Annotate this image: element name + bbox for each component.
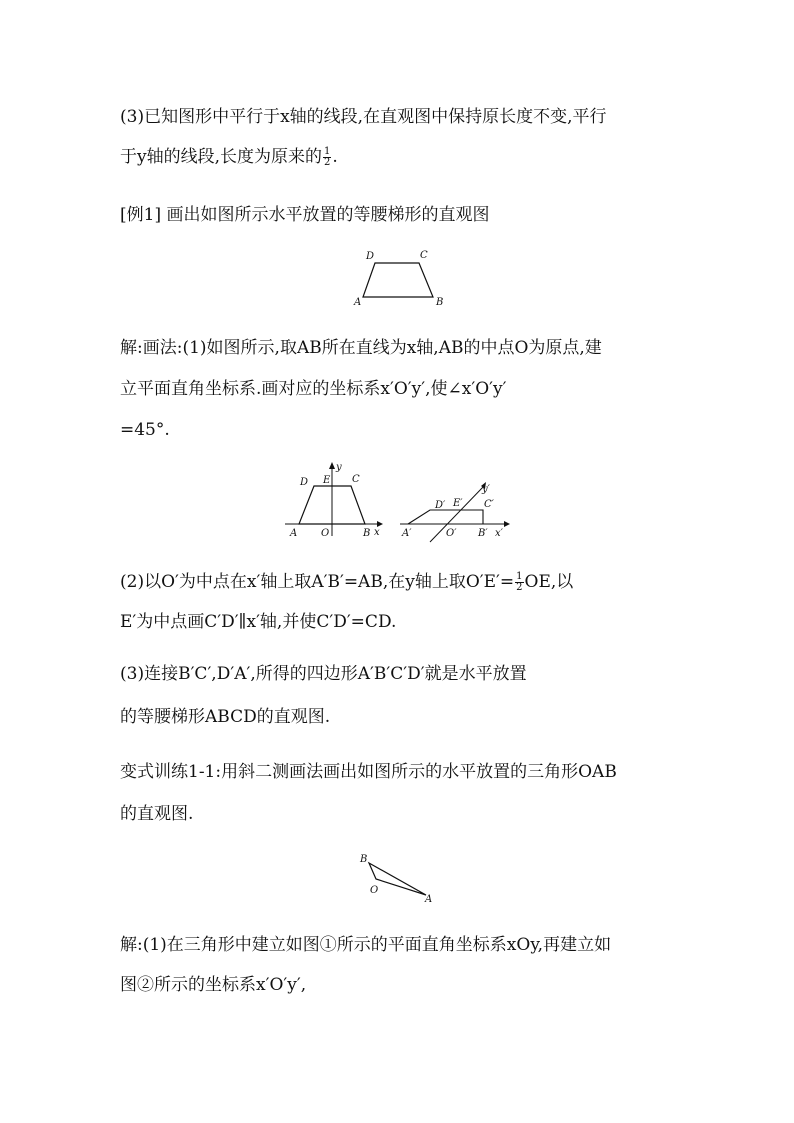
label-B-prime: B′ xyxy=(478,528,488,539)
fraction-one-half: $\frac{1}{2}$ xyxy=(324,146,331,168)
label-x-prime: x′ xyxy=(495,528,503,539)
solution-1-line-3: =45°. xyxy=(120,420,170,440)
label-C: C xyxy=(352,474,360,485)
para-3-line-1: (3)已知图形中平行于x轴的线段,在直观图中保持原长度不变,平行 xyxy=(120,107,607,127)
step-3-line-2: 的等腰梯形ABCD的直观图. xyxy=(120,707,331,727)
label-E-prime: E′ xyxy=(453,498,463,509)
solution-1-line-1: 解:画法:(1)如图所示,取AB所在直线为x轴,AB的中点O为原点,建 xyxy=(120,338,602,358)
label-A-prime: A′ xyxy=(402,528,412,539)
label-x: x xyxy=(374,527,380,538)
label-D: D xyxy=(366,251,375,262)
solution-2-line-1: 解:(1)在三角形中建立如图①所示的平面直角坐标系xOy,再建立如 xyxy=(120,935,612,955)
label-E: E xyxy=(323,475,331,486)
label-O: O xyxy=(370,885,379,896)
solution-1-line-2: 立平面直角坐标系.画对应的坐标系x′O′y′,使∠x′O′y′ xyxy=(120,379,507,399)
label-B: B xyxy=(360,854,368,865)
example-1-title: [例1] 画出如图所示水平放置的等腰梯形的直观图 xyxy=(120,205,490,225)
label-B: B xyxy=(436,297,444,308)
variant-line-1: 变式训练1-1:用斜二测画法画出如图所示的水平放置的三角形OAB xyxy=(120,762,617,782)
label-A: A xyxy=(425,894,433,905)
label-y-prime: y′ xyxy=(482,484,490,495)
label-B: B xyxy=(363,528,371,539)
label-O: O xyxy=(321,528,330,539)
trapezoid-figure xyxy=(350,245,450,315)
label-D-prime: D′ xyxy=(435,500,446,511)
label-D: D xyxy=(300,477,309,488)
label-y: y xyxy=(336,462,342,473)
label-C: C xyxy=(420,250,428,261)
label-A: A xyxy=(354,297,362,308)
step-2-line-2: E′为中点画C′D′∥x′轴,并使C′D′=CD. xyxy=(120,612,397,632)
label-A: A xyxy=(290,528,298,539)
variant-line-2: 的直观图. xyxy=(120,804,194,824)
fraction-one-half: $\frac{1}{2}$ xyxy=(516,571,523,593)
label-C-prime: C′ xyxy=(484,499,494,510)
label-O-prime: O′ xyxy=(446,528,457,539)
triangle-figure xyxy=(355,848,445,908)
trapezoid-oblique-figure xyxy=(398,478,518,548)
step-2-line-1: (2)以O′为中点在x′轴上取A′B′=AB,在y轴上取O′E′= $\frac{1}{2}$ OE,以 xyxy=(120,571,574,593)
para-3-text: 于y轴的线段,长度为原来的 xyxy=(120,147,323,167)
solution-2-line-2: 图②所示的坐标系x′O′y′, xyxy=(120,975,307,995)
trapezoid-coordinate-figure xyxy=(283,460,393,545)
step-3-line-1: (3)连接B′C′,D′A′,所得的四边形A′B′C′D′就是水平放置 xyxy=(120,664,527,684)
para-3-line-2: 于y轴的线段,长度为原来的 $\frac{1}{2}$ . xyxy=(120,146,338,168)
